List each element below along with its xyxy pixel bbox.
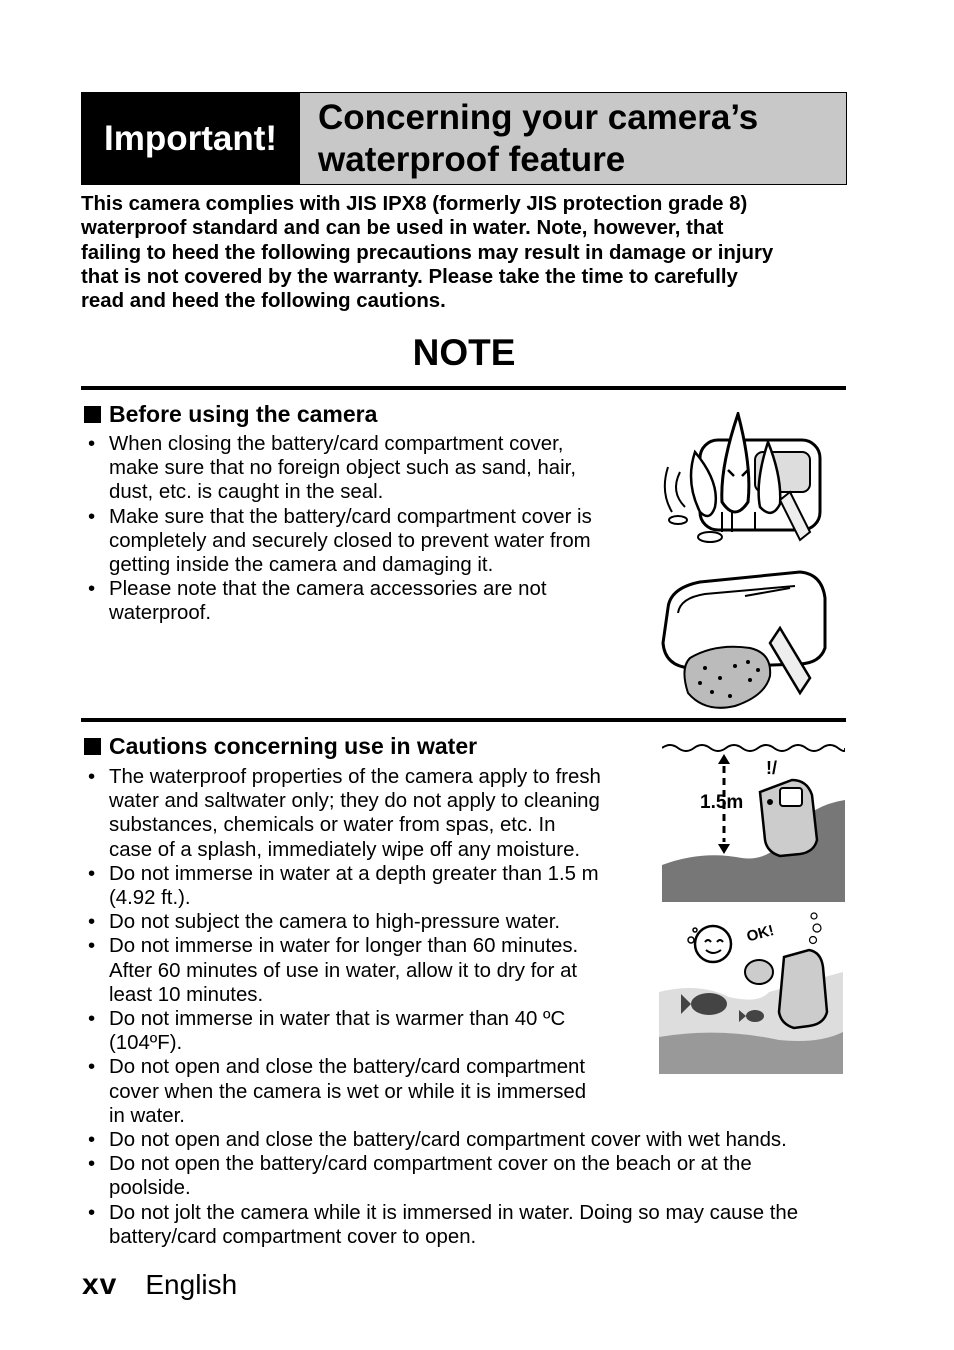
depth-label: 1.5m <box>700 792 744 813</box>
list-item-text: make sure that no foreign object such as sand, hair, <box>109 457 576 480</box>
square-bullet-icon <box>84 738 101 755</box>
section-before-using <box>84 401 377 428</box>
list-item <box>88 1128 798 1152</box>
page-header <box>81 92 847 185</box>
list-item <box>88 577 592 625</box>
bullet-icon: • <box>88 766 96 788</box>
list-item <box>88 1152 798 1200</box>
bullet-icon: • <box>88 1201 96 1224</box>
intro-line: This camera complies with JIS IPX8 (formerly JIS protection grade 8) <box>81 193 748 215</box>
intro-line: that is not covered by the warranty. Please take the time to carefully <box>81 265 738 288</box>
page-title <box>300 92 847 185</box>
list-item <box>88 432 592 505</box>
note-heading: NOTE <box>412 332 516 373</box>
list-item-text: (104ºF). <box>109 1032 183 1055</box>
depth-limit-illustration <box>662 740 845 902</box>
important-label: Important! <box>81 92 300 185</box>
title-line-1: Concerning your camera’s <box>318 98 759 137</box>
bullet-icon: • <box>88 1129 96 1152</box>
list-item-text: After 60 minutes of use in water, allow it to dry for at <box>109 959 578 982</box>
list-item-text: in water. <box>109 1104 185 1127</box>
title-line-2: waterproof feature <box>318 140 626 179</box>
list-item-text: least 10 minutes. <box>109 983 264 1006</box>
list-item <box>88 1201 798 1249</box>
water-ok-illustration <box>659 912 843 1074</box>
list-item-text: Do not immerse in water that is warmer than 40 ºC <box>109 1008 566 1031</box>
list-item-text: When closing the battery/card compartment cover, <box>109 433 564 455</box>
list-item-text: Make sure that the battery/card compartment cover is <box>109 505 592 528</box>
foreign-object-seal-illustration <box>660 412 830 547</box>
list-item-text: getting inside the camera and damaging it. <box>109 554 494 577</box>
section-title: Cautions concerning use in water <box>109 733 478 759</box>
section-title: Before using the camera <box>109 401 378 427</box>
exclaim-label: !/ <box>766 758 777 778</box>
square-bullet-icon <box>84 406 101 423</box>
list-item-text: Do not immerse in water at a depth greater than 1.5 m <box>109 862 599 885</box>
list-item-text: The waterproof properties of the camera apply to fresh <box>109 766 601 788</box>
intro-paragraph <box>81 192 851 313</box>
list-item-text: Do not subject the camera to high-pressure water. <box>109 911 561 934</box>
list-item-text: substances, chemicals or water from spas, etc. In <box>109 814 556 837</box>
divider <box>81 718 846 722</box>
list-item <box>88 505 592 578</box>
list-item-text: cover when the camera is wet or while it is immersed <box>109 1080 587 1103</box>
language-label: English <box>145 1269 238 1300</box>
list-item-text: waterproof. <box>109 602 212 625</box>
list-item-text: case of a splash, immediately wipe off any moisture. <box>109 838 581 861</box>
sand-open-cover-illustration <box>660 568 830 716</box>
bullet-icon: • <box>88 1056 96 1079</box>
intro-line: read and heed the following cautions. <box>81 290 446 313</box>
before-using-list <box>88 432 592 626</box>
list-item-text: (4.92 ft.). <box>109 887 191 910</box>
bullet-icon: • <box>88 433 96 455</box>
list-item-text: dust, etc. is caught in the seal. <box>109 481 384 504</box>
list-item-text: Do not open the battery/card compartment cover on the beach or at the <box>109 1153 752 1176</box>
bullet-icon: • <box>88 911 96 934</box>
list-item-text: Do not open and close the battery/card compartment cover with wet hands. <box>109 1129 787 1152</box>
divider <box>81 386 846 390</box>
list-item-text: Do not immerse in water for longer than 60 minutes. <box>109 935 579 958</box>
page-number: xv <box>82 1268 118 1301</box>
section-cautions-water <box>84 733 477 760</box>
ok-label: OK! <box>744 922 776 946</box>
bullet-icon: • <box>88 935 96 958</box>
intro-line: waterproof standard and can be used in water. Note, however, that <box>81 217 724 240</box>
list-item-text: Do not jolt the camera while it is immersed in water. Doing so may cause the <box>109 1201 799 1224</box>
page-footer <box>82 1268 237 1302</box>
list-item-text: battery/card compartment cover to open. <box>109 1225 477 1248</box>
list-item-text: poolside. <box>109 1177 191 1200</box>
intro-line: failing to heed the following precautions may result in damage or injury <box>81 241 774 264</box>
list-item-text: completely and securely closed to prevent water from <box>109 529 591 552</box>
bullet-icon: • <box>88 578 96 601</box>
list-item-text: Do not open and close the battery/card compartment <box>109 1056 586 1079</box>
bullet-icon: • <box>88 505 96 528</box>
list-item-text: water and saltwater only; they do not apply to cleaning <box>109 790 600 813</box>
bullet-icon: • <box>88 862 96 885</box>
bullet-icon: • <box>88 1008 96 1031</box>
bullet-icon: • <box>88 1153 96 1176</box>
list-item-text: Please note that the camera accessories are not <box>109 578 547 601</box>
